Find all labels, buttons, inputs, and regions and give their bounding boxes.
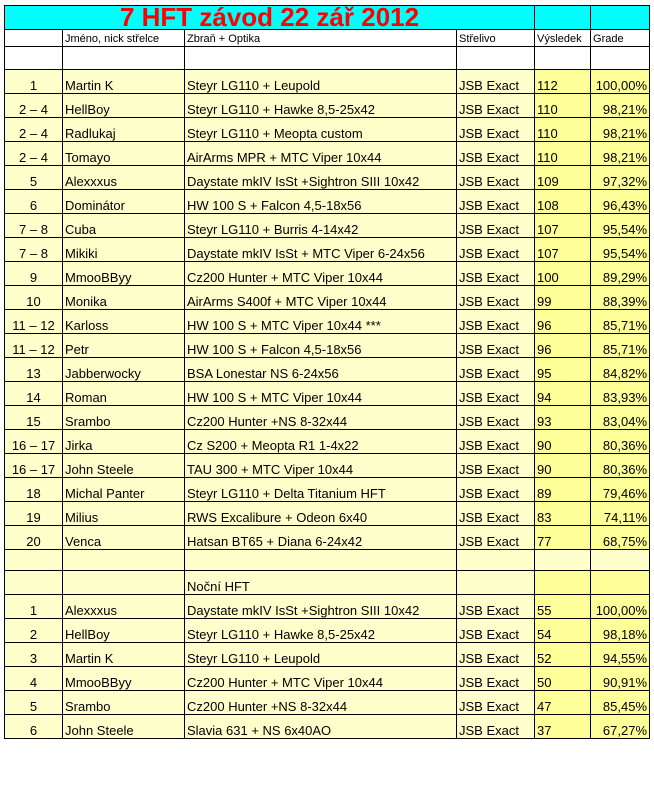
name-cell: HellBoy [63,619,185,643]
weapon-cell: Hatsan BT65 + Diana 6-24x42 [185,526,457,550]
name-cell: Martin K [63,70,185,94]
separator-cell [591,550,650,571]
separator-cell [63,550,185,571]
name-cell: Petr [63,334,185,358]
ammo-cell: JSB Exact [457,358,535,382]
rank-cell: 5 [5,691,63,715]
result-cell: 112 [535,70,591,94]
blank-cell [5,47,63,70]
name-cell: Tomayo [63,142,185,166]
table-row [5,334,650,358]
separator-cell [457,550,535,571]
grade-cell: 90,91% [591,667,650,691]
rank-cell: 7 – 8 [5,238,63,262]
name-cell: Venca [63,526,185,550]
table-row [5,667,650,691]
table-row [5,502,650,526]
results-body [5,6,650,739]
night-section-label: Noční HFT [185,571,457,595]
rank-cell: 6 [5,190,63,214]
name-cell: Dominátor [63,190,185,214]
table-row [5,715,650,739]
ammo-cell: JSB Exact [457,526,535,550]
result-cell: 95 [535,358,591,382]
ammo-cell: JSB Exact [457,619,535,643]
table-row [5,358,650,382]
rank-cell: 6 [5,715,63,739]
title-grade-cell [591,6,650,30]
result-cell: 107 [535,238,591,262]
weapon-cell: TAU 300 + MTC Viper 10x44 [185,454,457,478]
header-result: Výsledek [535,30,591,47]
name-cell: John Steele [63,715,185,739]
weapon-cell: AirArms S400f + MTC Viper 10x44 [185,286,457,310]
table-row [5,142,650,166]
weapon-cell: Cz200 Hunter +NS 8-32x44 [185,691,457,715]
name-cell: Martin K [63,643,185,667]
table-row [5,118,650,142]
table-row [5,526,650,550]
result-cell: 110 [535,94,591,118]
separator-cell [5,550,63,571]
table-row [5,286,650,310]
table-row [5,619,650,643]
name-cell: Monika [63,286,185,310]
grade-cell: 95,54% [591,214,650,238]
page-title: 7 HFT závod 22 zář 2012 [119,5,420,30]
table-row [5,691,650,715]
name-cell: Jabberwocky [63,358,185,382]
table-row [5,262,650,286]
rank-cell: 4 [5,667,63,691]
table-row [5,214,650,238]
result-cell: 90 [535,430,591,454]
table-row [5,238,650,262]
rank-cell: 2 – 4 [5,142,63,166]
grade-cell: 67,27% [591,715,650,739]
night-blank-cell [457,571,535,595]
table-row [5,595,650,619]
title-row [5,6,650,30]
rank-cell: 9 [5,262,63,286]
grade-cell: 98,21% [591,142,650,166]
weapon-cell: RWS Excalibure + Odeon 6x40 [185,502,457,526]
blank-cell [457,47,535,70]
rank-cell: 1 [5,595,63,619]
rank-cell: 15 [5,406,63,430]
name-cell: Radlukaj [63,118,185,142]
grade-cell: 83,93% [591,382,650,406]
night-blank-cell [5,571,63,595]
rank-cell: 11 – 12 [5,334,63,358]
result-cell: 96 [535,310,591,334]
grade-cell: 85,45% [591,691,650,715]
grade-cell: 79,46% [591,478,650,502]
ammo-cell: JSB Exact [457,214,535,238]
night-blank-cell [63,571,185,595]
rank-cell: 13 [5,358,63,382]
table-row [5,94,650,118]
name-cell: Milius [63,502,185,526]
night-blank-cell [591,571,650,595]
rank-cell: 1 [5,70,63,94]
ammo-cell: JSB Exact [457,262,535,286]
grade-cell: 74,11% [591,502,650,526]
ammo-cell: JSB Exact [457,334,535,358]
grade-cell: 95,54% [591,238,650,262]
result-cell: 110 [535,118,591,142]
result-cell: 109 [535,166,591,190]
ammo-cell: JSB Exact [457,667,535,691]
weapon-cell: Steyr LG110 + Meopta custom [185,118,457,142]
rank-cell: 19 [5,502,63,526]
rank-cell: 14 [5,382,63,406]
name-cell: Cuba [63,214,185,238]
grade-cell: 80,36% [591,430,650,454]
grade-cell: 83,04% [591,406,650,430]
name-cell: John Steele [63,454,185,478]
result-cell: 94 [535,382,591,406]
result-cell: 54 [535,619,591,643]
ammo-cell: JSB Exact [457,70,535,94]
rank-cell: 2 [5,619,63,643]
header-row [5,30,650,47]
result-cell: 37 [535,715,591,739]
weapon-cell: Slavia 631 + NS 6x40AO [185,715,457,739]
weapon-cell: Daystate mkIV IsSt +Sightron SIII 10x42 [185,166,457,190]
weapon-cell: Steyr LG110 + Hawke 8,5-25x42 [185,94,457,118]
header-ammo: Střelivo [457,30,535,47]
table-row [5,310,650,334]
grade-cell: 94,55% [591,643,650,667]
rank-cell: 11 – 12 [5,310,63,334]
separator-row [5,550,650,571]
result-cell: 96 [535,334,591,358]
title-cell [5,6,535,30]
ammo-cell: JSB Exact [457,142,535,166]
grade-cell: 85,71% [591,334,650,358]
ammo-cell: JSB Exact [457,502,535,526]
result-cell: 55 [535,595,591,619]
rank-cell: 16 – 17 [5,454,63,478]
table-row [5,406,650,430]
name-cell: MmooBByy [63,262,185,286]
ammo-cell: JSB Exact [457,238,535,262]
name-cell: Alexxxus [63,595,185,619]
grade-cell: 84,82% [591,358,650,382]
result-cell: 50 [535,667,591,691]
grade-cell: 85,71% [591,310,650,334]
result-cell: 99 [535,286,591,310]
table-row [5,382,650,406]
table-row [5,70,650,94]
rank-cell: 2 – 4 [5,94,63,118]
result-cell: 107 [535,214,591,238]
weapon-cell: Cz200 Hunter +NS 8-32x44 [185,406,457,430]
header-name: Jméno, nick střelce [63,30,185,47]
grade-cell: 68,75% [591,526,650,550]
ammo-cell: JSB Exact [457,166,535,190]
grade-cell: 96,43% [591,190,650,214]
weapon-cell: Daystate mkIV IsSt + MTC Viper 6-24x56 [185,238,457,262]
weapon-cell: Cz200 Hunter + MTC Viper 10x44 [185,262,457,286]
ammo-cell: JSB Exact [457,286,535,310]
weapon-cell: HW 100 S + Falcon 4,5-18x56 [185,334,457,358]
results-table [4,5,650,739]
grade-cell: 88,39% [591,286,650,310]
result-cell: 110 [535,142,591,166]
result-cell: 108 [535,190,591,214]
grade-cell: 98,18% [591,619,650,643]
name-cell: Roman [63,382,185,406]
table-row [5,430,650,454]
title-result-cell [535,6,591,30]
weapon-cell: Daystate mkIV IsSt +Sightron SIII 10x42 [185,595,457,619]
night-section-row [5,571,650,595]
header-rank [5,30,63,47]
grade-cell: 100,00% [591,595,650,619]
rank-cell: 5 [5,166,63,190]
weapon-cell: Steyr LG110 + Hawke 8,5-25x42 [185,619,457,643]
ammo-cell: JSB Exact [457,691,535,715]
weapon-cell: AirArms MPR + MTC Viper 10x44 [185,142,457,166]
blank-cell [591,47,650,70]
weapon-cell: HW 100 S + MTC Viper 10x44 [185,382,457,406]
ammo-cell: JSB Exact [457,454,535,478]
name-cell: MmooBByy [63,667,185,691]
weapon-cell: Cz S200 + Meopta R1 1-4x22 [185,430,457,454]
result-cell: 89 [535,478,591,502]
blank-cell [185,47,457,70]
weapon-cell: Cz200 Hunter + MTC Viper 10x44 [185,667,457,691]
weapon-cell: Steyr LG110 + Delta Titanium HFT [185,478,457,502]
separator-cell [185,550,457,571]
result-cell: 93 [535,406,591,430]
ammo-cell: JSB Exact [457,406,535,430]
table-row [5,190,650,214]
grade-cell: 98,21% [591,118,650,142]
name-cell: Srambo [63,406,185,430]
ammo-cell: JSB Exact [457,478,535,502]
grade-cell: 100,00% [591,70,650,94]
weapon-cell: Steyr LG110 + Leupold [185,643,457,667]
name-cell: HellBoy [63,94,185,118]
blank-row [5,47,650,70]
result-cell: 52 [535,643,591,667]
ammo-cell: JSB Exact [457,190,535,214]
rank-cell: 10 [5,286,63,310]
weapon-cell: Steyr LG110 + Burris 4-14x42 [185,214,457,238]
result-cell: 83 [535,502,591,526]
name-cell: Mikiki [63,238,185,262]
ammo-cell: JSB Exact [457,595,535,619]
result-cell: 90 [535,454,591,478]
weapon-cell: HW 100 S + Falcon 4,5-18x56 [185,190,457,214]
weapon-cell: Steyr LG110 + Leupold [185,70,457,94]
table-row [5,166,650,190]
ammo-cell: JSB Exact [457,430,535,454]
weapon-cell: HW 100 S + MTC Viper 10x44 *** [185,310,457,334]
table-row [5,643,650,667]
table-row [5,454,650,478]
grade-cell: 80,36% [591,454,650,478]
header-weapon: Zbraň + Optika [185,30,457,47]
name-cell: Karloss [63,310,185,334]
grade-cell: 97,32% [591,166,650,190]
ammo-cell: JSB Exact [457,310,535,334]
name-cell: Alexxxus [63,166,185,190]
header-grade: Grade [591,30,650,47]
grade-cell: 89,29% [591,262,650,286]
ammo-cell: JSB Exact [457,382,535,406]
night-blank-cell [535,571,591,595]
rank-cell: 3 [5,643,63,667]
rank-cell: 2 – 4 [5,118,63,142]
ammo-cell: JSB Exact [457,94,535,118]
ammo-cell: JSB Exact [457,643,535,667]
rank-cell: 20 [5,526,63,550]
ammo-cell: JSB Exact [457,715,535,739]
rank-cell: 7 – 8 [5,214,63,238]
grade-cell: 98,21% [591,94,650,118]
ammo-cell: JSB Exact [457,118,535,142]
blank-cell [535,47,591,70]
table-row [5,478,650,502]
result-cell: 47 [535,691,591,715]
result-cell: 77 [535,526,591,550]
rank-cell: 16 – 17 [5,430,63,454]
name-cell: Michal Panter [63,478,185,502]
separator-cell [535,550,591,571]
result-cell: 100 [535,262,591,286]
name-cell: Jirka [63,430,185,454]
rank-cell: 18 [5,478,63,502]
name-cell: Srambo [63,691,185,715]
blank-cell [63,47,185,70]
weapon-cell: BSA Lonestar NS 6-24x56 [185,358,457,382]
